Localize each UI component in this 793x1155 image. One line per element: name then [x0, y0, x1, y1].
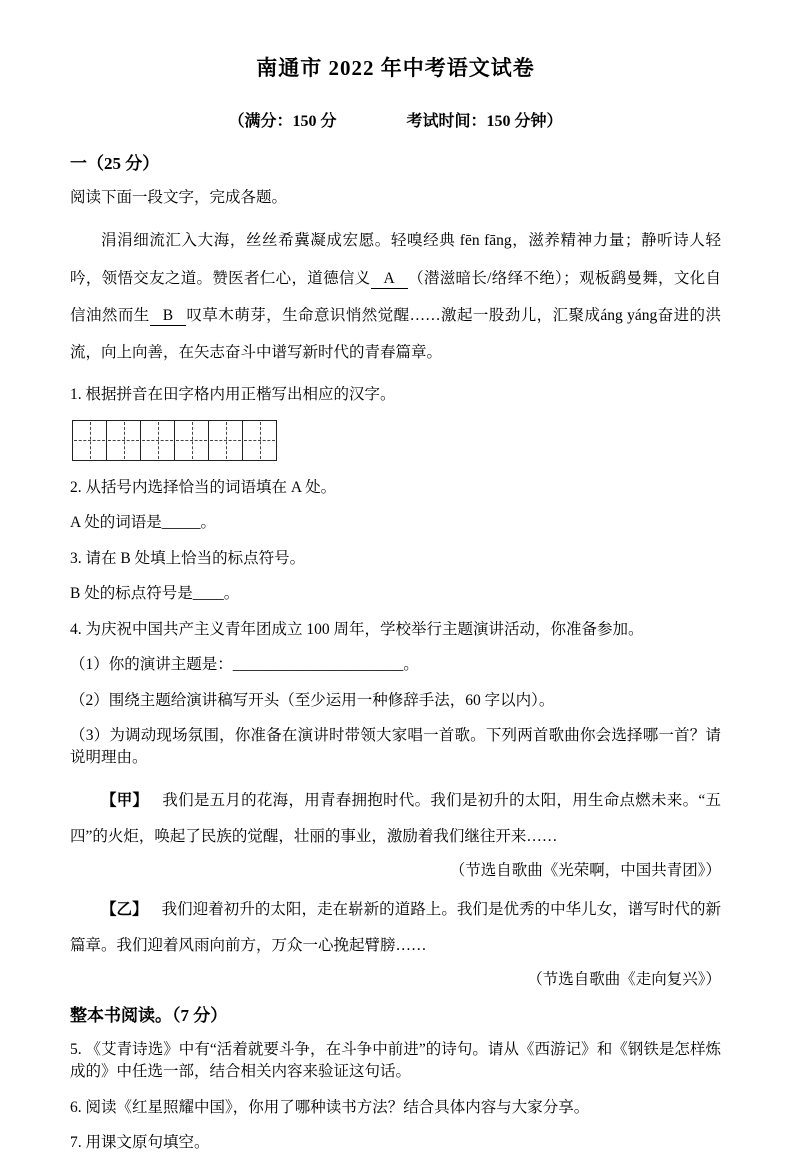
- tianzige-cell: [140, 420, 175, 461]
- question-2: 2. 从括号内选择恰当的词语填在 A 处。: [70, 478, 337, 496]
- blank-a: A: [371, 270, 408, 290]
- song-jia-source: （节选自歌曲《光荣啊，中国共青团》）: [449, 862, 721, 880]
- tianzige-cell: [72, 420, 107, 461]
- section-2-heading: 整本书阅读。（7 分）: [70, 1005, 228, 1025]
- tianzige-cell: [174, 420, 209, 461]
- section-1-intro: 阅读下面一段文字，完成各题。: [70, 189, 288, 206]
- passage-segment-1: 涓涓细流汇入大海，丝丝希冀凝成宏愿。轻嗅经典 fēn fāng，滋养精神力量；静听诗人轻吟，领悟交友之道。赞医者仁心，道德信义: [70, 232, 721, 287]
- question-5: 5. 《艾青诗选》中有“活着就要斗争，在斗争中前进”的诗句。请从《西游记》和《钢铁是怎样炼成的》中任选一部，结合相关内容来验证这句话。: [70, 1040, 721, 1081]
- question-6: 6. 阅读《红星照耀中国》，你用了哪种读书方法？结合具体内容与大家分享。: [70, 1098, 590, 1116]
- reading-passage: [70, 222, 721, 371]
- passage-segment-3: 叹草木萌芽，生命意识悄然觉醒……激起一股劲儿，汇聚成áng yáng奋进的洪流，向上向善，在矢志奋斗中谱写新时代的青春篇章。: [70, 306, 721, 362]
- question-4-sub-3: （3）为调动现场氛围，你准备在演讲时带领大家唱一首歌。下列两首歌曲你会选择哪一首？请说明理由。: [70, 726, 721, 767]
- question-4-sub-1: （1）你的演讲主题是：______________________。: [70, 656, 419, 674]
- exam-duration: 考试时间：150 分钟）: [406, 113, 563, 130]
- song-jia-lyrics: 我们是五月的花海，用青春拥抱时代。我们是初升的太阳，用生命点燃未来。“五四”的火炬，唤起了民族的觉醒，壮丽的事业，激励着我们继往开来……: [70, 791, 721, 845]
- question-3-answer-line: B 处的标点符号是____。: [70, 585, 240, 603]
- song-jia-label: 【甲】: [101, 791, 149, 809]
- tianzige-cell: [208, 420, 243, 461]
- passage-segment-2: （潜滋暗长/络绎不绝）；观板鹞曼舞，文化自信油然而生: [70, 269, 721, 324]
- question-4: 4. 为庆祝中国共产主义青年团成立 100 周年，学校举行主题演讲活动，你准备参加。: [70, 620, 644, 638]
- question-1: 1. 根据拼音在田字格内用正楷写出相应的汉字。: [70, 386, 396, 404]
- blank-b: B: [150, 307, 186, 327]
- tianzige-grid: [72, 420, 721, 461]
- question-3: 3. 请在 B 处填上恰当的标点符号。: [70, 549, 306, 567]
- question-7: 7. 用课文原句填空。: [70, 1134, 210, 1152]
- song-option-jia: [70, 783, 721, 854]
- song-yi-lyrics: 我们迎着初升的太阳，走在崭新的道路上。我们是优秀的中华儿女，谱写时代的新篇章。我们迎着风雨向前方，万众一心挽起臂膀……: [70, 900, 721, 954]
- song-option-yi: [70, 892, 721, 963]
- song-yi-source: （节选自歌曲《走向复兴》）: [527, 971, 721, 989]
- question-4-sub-2: （2）围绕主题给演讲稿写开头（至少运用一种修辞手法，60 字以内）。: [70, 691, 555, 709]
- song-yi-label: 【乙】: [101, 900, 148, 918]
- tianzige-cell: [242, 420, 277, 461]
- section-1-heading: 一（25 分）: [70, 154, 160, 173]
- exam-total-score: （满分：150 分: [228, 113, 337, 130]
- tianzige-cell: [106, 420, 141, 461]
- question-2-answer-line: A 处的词语是_____。: [70, 514, 216, 532]
- page-title: 南通市 2022 年中考语文试卷: [256, 56, 535, 80]
- exam-meta-line: [70, 108, 721, 131]
